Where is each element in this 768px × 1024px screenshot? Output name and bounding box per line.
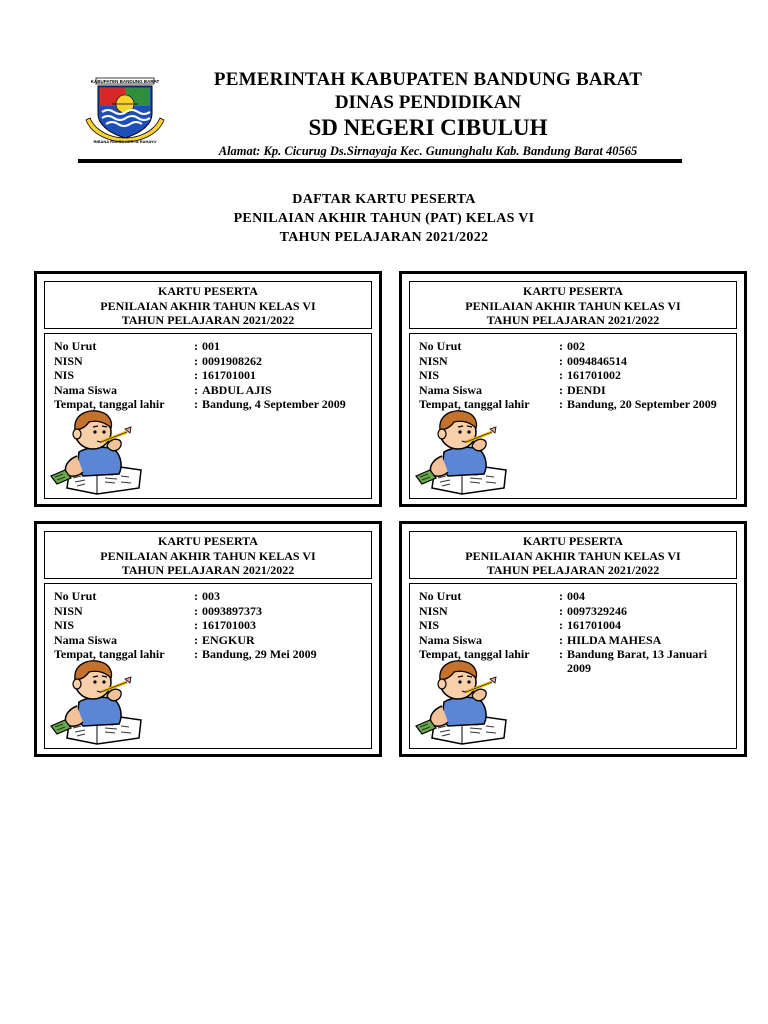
label-ttl: Tempat, tanggal lahir (54, 647, 165, 661)
value-no-urut: 001 (202, 339, 220, 353)
value-nis: 161701001 (202, 368, 256, 382)
label-ttl: Tempat, tanggal lahir (54, 397, 165, 411)
card-header-line-3: TAHUN PELAJARAN 2021/2022 (121, 313, 295, 327)
value-nisn: 0097329246 (567, 603, 627, 618)
letterhead-text (158, 68, 698, 159)
card-body: No Urut : 003 NISN : 0093897373 NIS : 161701003 Nama Siswa : ENGKUR Tempat, tanggal lahir : Bandung, 29 Mei 2009 (44, 583, 372, 749)
student-illustration-icon (414, 402, 514, 496)
value-nis: 161701004 (567, 618, 621, 632)
student-illustration-icon (49, 402, 149, 496)
value-nama: DENDI (567, 382, 606, 397)
label-nisn: NISN (54, 603, 83, 618)
card-body: No Urut : 004 NISN : 0097329246 NIS : 161701004 Nama Siswa : HILDA MAHESA Tempat, tanggal lahir : Bandung Barat, 13 Januari 2009 (409, 583, 737, 749)
title-line-3: TAHUN PELAJARAN 2021/2022 (279, 230, 489, 245)
label-nama: Nama Siswa (419, 632, 483, 647)
card-header-line-1: KARTU PESERTA (158, 534, 258, 548)
value-ttl: Bandung, 29 Mei 2009 (202, 647, 317, 661)
document-title (0, 190, 768, 247)
agency-name: DINAS PENDIDIKAN (334, 92, 522, 113)
card-header-line-3: TAHUN PELAJARAN 2021/2022 (486, 313, 660, 327)
card-body: No Urut : 001 NISN : 0091908262 NIS : 161701001 Nama Siswa : ABDUL AJIS Tempat, tanggal lahir : Bandung, 4 September 2009 (44, 333, 372, 499)
student-illustration-icon (414, 652, 514, 746)
value-no-urut: 004 (567, 589, 585, 603)
participant-card-4 (399, 521, 747, 757)
logo-top-text: KABUPATEN BANDUNG BARAT (90, 79, 160, 84)
label-nisn: NISN (419, 353, 448, 368)
label-no-urut: No Urut (54, 589, 97, 603)
label-nama: Nama Siswa (54, 382, 118, 397)
card-header-line-1: KARTU PESERTA (523, 284, 623, 298)
label-ttl: Tempat, tanggal lahir (419, 647, 530, 661)
card-body: No Urut : 002 NISN : 0094846514 NIS : 161701002 Nama Siswa : DENDI Tempat, tanggal lahir : Bandung, 20 September 2009 (409, 333, 737, 499)
value-ttl: Bandung, 20 September 2009 (567, 397, 717, 411)
title-line-2: PENILAIAN AKHIR TAHUN (PAT) KELAS VI (233, 211, 535, 226)
label-nis: NIS (419, 618, 440, 632)
card-header-line-1: KARTU PESERTA (158, 284, 258, 298)
label-no-urut: No Urut (419, 589, 462, 603)
label-nis: NIS (419, 368, 440, 382)
value-ttl: Bandung, 4 September 2009 (202, 397, 346, 411)
value-nama: ENGKUR (202, 632, 255, 647)
label-nama: Nama Siswa (54, 632, 118, 647)
label-nisn: NISN (419, 603, 448, 618)
label-no-urut: No Urut (419, 339, 462, 353)
government-name: PEMERINTAH KABUPATEN BANDUNG BARAT (213, 69, 643, 90)
regency-logo-icon (82, 76, 168, 146)
school-address: Alamat: Kp. Cicurug Ds.Sirnayaja Kec. Gununghalu Kab. Bandung Barat 40565 (218, 144, 638, 158)
participant-card-2 (399, 271, 747, 507)
card-header (44, 281, 372, 329)
student-illustration-icon (49, 652, 149, 746)
value-no-urut: 003 (202, 589, 220, 603)
value-nama: HILDA MAHESA (567, 632, 662, 647)
value-nisn: 0093897373 (202, 603, 262, 618)
label-nisn: NISN (54, 353, 83, 368)
card-header (409, 531, 737, 579)
label-nis: NIS (54, 618, 75, 632)
value-nis: 161701002 (567, 368, 621, 382)
logo-bottom-text: RIBANA RAKSA KERTA RAHAYU (93, 139, 157, 144)
label-no-urut: No Urut (54, 339, 97, 353)
value-no-urut: 002 (567, 339, 585, 353)
card-header-line-2: PENILAIAN AKHIR TAHUN KELAS VI (100, 548, 316, 563)
card-header (409, 281, 737, 329)
participant-card-3 (34, 521, 382, 757)
value-nama: ABDUL AJIS (202, 382, 272, 397)
value-ttl: Bandung Barat, 13 Januari 2009 (567, 647, 708, 675)
value-nis: 161701003 (202, 618, 256, 632)
letterhead-divider (78, 159, 682, 163)
value-nisn: 0091908262 (202, 353, 262, 368)
card-header-line-3: TAHUN PELAJARAN 2021/2022 (121, 563, 295, 577)
card-header-line-2: PENILAIAN AKHIR TAHUN KELAS VI (465, 298, 681, 313)
letterhead (78, 66, 682, 166)
card-header-line-1: KARTU PESERTA (523, 534, 623, 548)
label-nama: Nama Siswa (419, 382, 483, 397)
card-header-line-3: TAHUN PELAJARAN 2021/2022 (486, 563, 660, 577)
title-line-1: DAFTAR KARTU PESERTA (292, 192, 476, 207)
card-header-line-2: PENILAIAN AKHIR TAHUN KELAS VI (100, 298, 316, 313)
card-header-line-2: PENILAIAN AKHIR TAHUN KELAS VI (465, 548, 681, 563)
participant-card-1 (34, 271, 382, 507)
value-nisn: 0094846514 (567, 353, 627, 368)
label-nis: NIS (54, 368, 75, 382)
school-name: SD NEGERI CIBULUH (308, 115, 548, 140)
label-ttl: Tempat, tanggal lahir (419, 397, 530, 411)
card-header (44, 531, 372, 579)
